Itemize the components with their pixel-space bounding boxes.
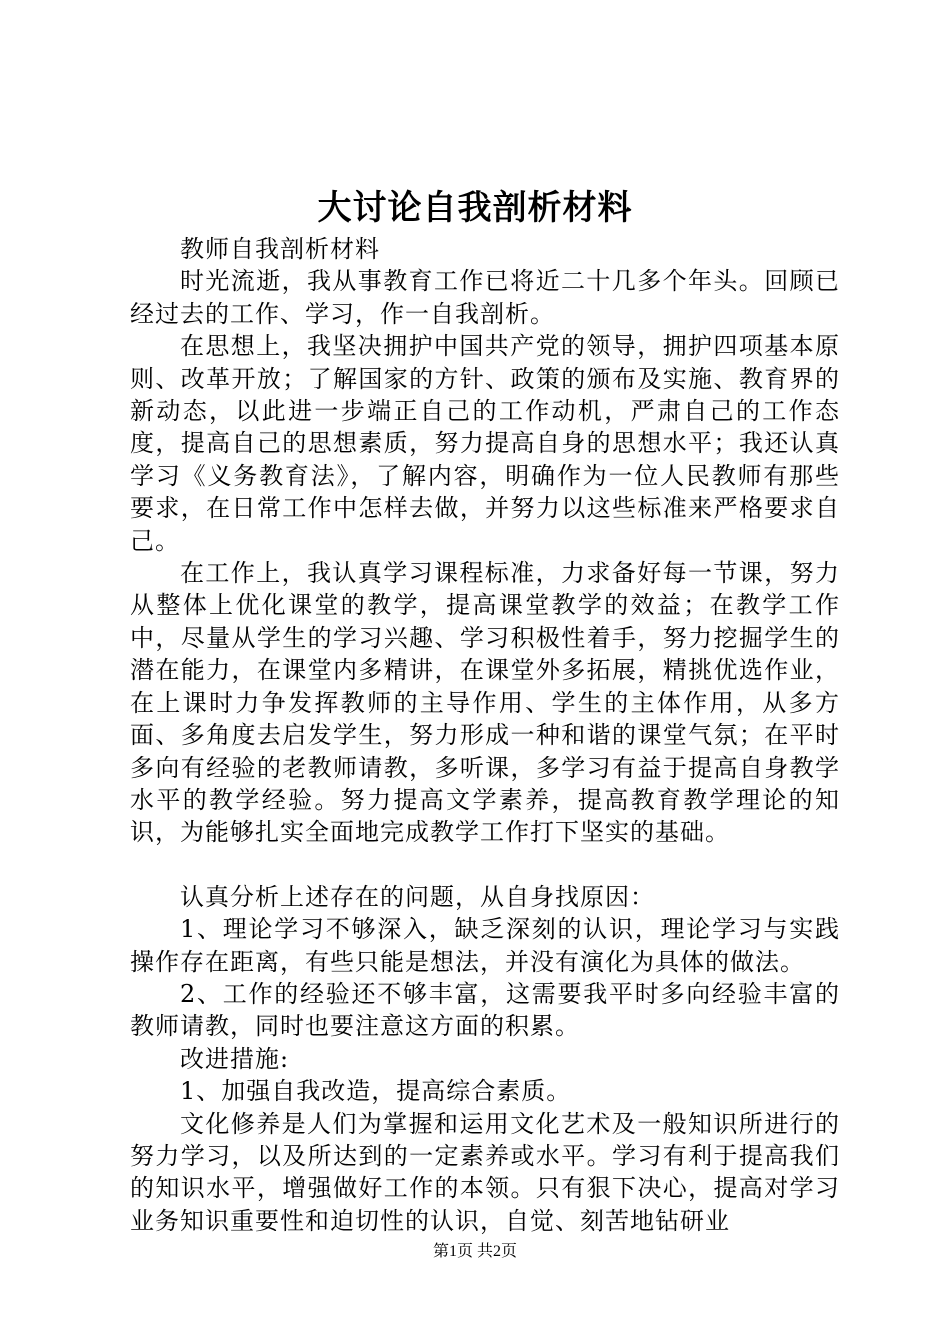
paragraph-measures-heading: 改进措施: <box>180 1044 290 1073</box>
paragraph-intro: 时光流逝，我从事教育工作已将近二十几多个年头。回顾已经过去的工作、学习，作一自我剖析。 <box>130 267 840 328</box>
paragraph-analysis-intro: 认真分析上述存在的问题，从自身找原因： <box>180 882 655 911</box>
paragraph-gap <box>130 849 840 881</box>
paragraph-problem-2: 2、工作的经验还不够丰富，这需要我平时多向经验丰富的教师请教，同时也要注意这方面的积累。 <box>130 979 840 1041</box>
paragraph-measure-1: 1、加强自我改造，提高综合素质。 <box>180 1077 572 1106</box>
paragraph-work: 在工作上，我认真学习课程标准，力求备好每一节课，努力从整体上优化课堂的教学，提高课堂教学的效益；在教学工作中，尽量从学生的学习兴趣、学习积极性着手，努力挖掘学生的潜在能力，在课堂内多精讲，在课堂外多拓展，精挑优选作业，在上课时力争发挥教师的主导作用、学生的主体作用，从多方面、多角度去启发学生，努力形成一种和谐的课堂气氛；在平时多向有经验的老教师请教，多听课，多学习有益于提高自身教学水平的教学经验。努力提高文学素养，提高教育教学理论的知识，为能够扎实全面地完成教学工作打下坚实的基础。 <box>130 559 840 847</box>
paragraph-thought: 在思想上，我坚决拥护中国共产党的领导，拥护四项基本原则、改革开放；了解国家的方针、政策的颁布及实施、教育界的新动态，以此进一步端正自己的工作动机，严肃自己的工作态度，提高自己的思想素质，努力提高自身的思想水平；我还认真学习《义务教育法》，了解内容，明确作为一位人民教师有那些要求，在日常工作中怎样去做，并努力以这些标准来严格要求自己。 <box>130 332 840 555</box>
document-title: 大讨论自我剖析材料 <box>317 188 633 228</box>
page-footer: 第1页 共2页 <box>432 1243 517 1260</box>
document-body <box>130 233 840 1237</box>
paragraph-subtitle: 教师自我剖析材料 <box>180 235 380 263</box>
paragraph-problem-1: 1、理论学习不够深入，缺乏深刻的认识，理论学习与实践操作存在距离，有些只能是想法，并没有演化为具体的做法。 <box>130 915 840 976</box>
paragraph-culture: 文化修养是人们为掌握和运用文化艺术及一般知识所进行的努力学习，以及所达到的一定素养或水平。学习有利于提高我们的知识水平，增强做好工作的本领。只有狠下决心，提高对学习业务知识重要性和迫切性的认识，自觉、刻苦地钻研业 <box>130 1109 840 1235</box>
